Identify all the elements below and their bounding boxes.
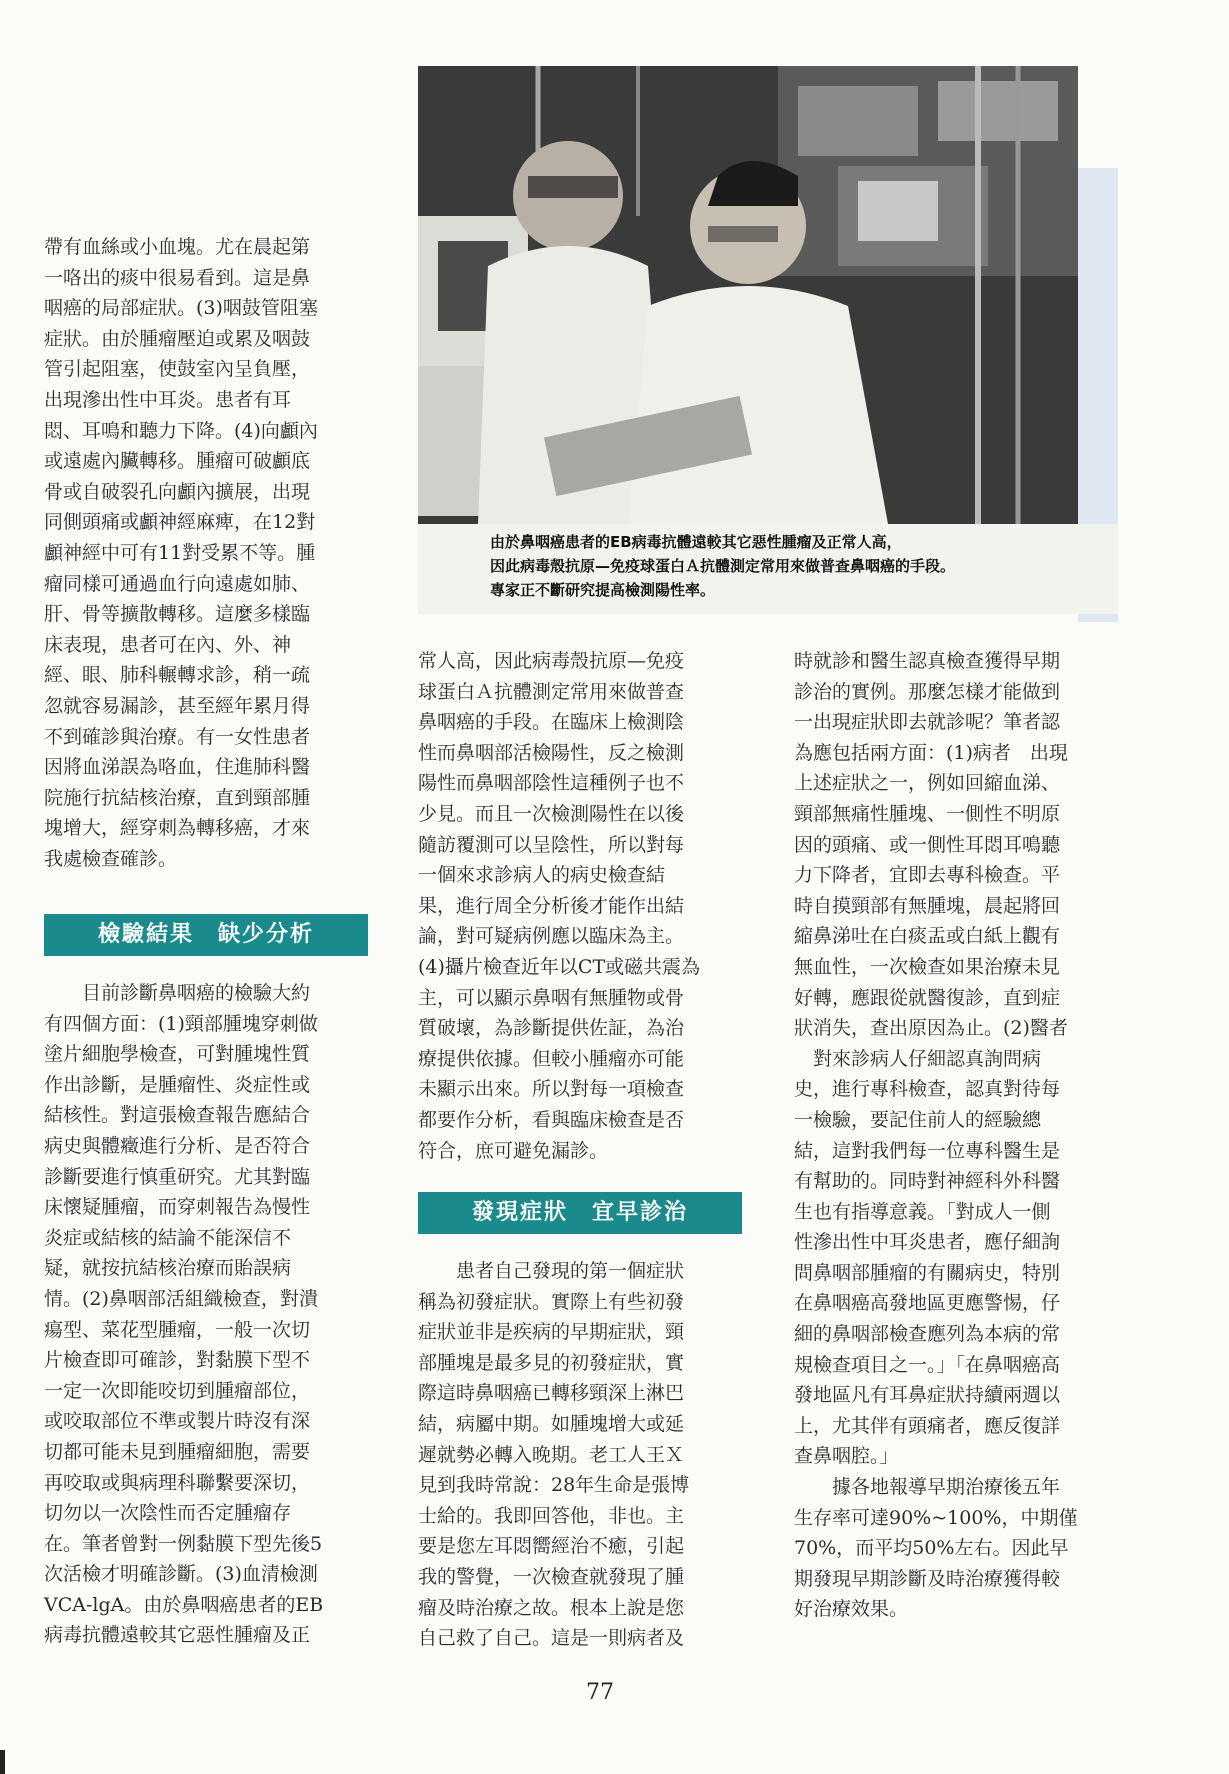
text-line: 少見。而且一次檢測陽性在以後 bbox=[418, 802, 685, 825]
text-line: 遲就勢必轉入晚期。老工人王Ｘ bbox=[418, 1443, 685, 1466]
text-line: 在鼻咽癌高發地區更應警惕，仔 bbox=[794, 1292, 1061, 1315]
text-line: 生也有指導意義。「對成人一側 bbox=[794, 1200, 1051, 1223]
text-line: 結，病屬中期。如腫塊增大或延 bbox=[418, 1412, 685, 1435]
text-line: 疑，就按抗結核治療而貽誤病 bbox=[44, 1257, 292, 1280]
text-line: 結核性。對這張檢查報告應結合 bbox=[44, 1104, 311, 1127]
caption-line: 由於鼻咽癌患者的EB病毒抗體遠較其它惡性腫瘤及正常人高， bbox=[490, 533, 902, 551]
lab-photo bbox=[418, 66, 1078, 524]
text-line: 稱為初發症狀。實際上有些初發 bbox=[418, 1290, 685, 1313]
text-line: 炎症或結核的結論不能深信不 bbox=[44, 1226, 292, 1249]
text-line: 見到我時常說：28年生命是張博 bbox=[418, 1474, 690, 1497]
text-line: 骨或自破裂孔向顱內擴展，出現 bbox=[44, 480, 311, 503]
text-line: 有幫助的。同時對神經科外科醫 bbox=[794, 1170, 1061, 1193]
text-line: 為應包括兩方面：(1)病者 出現 bbox=[794, 741, 1068, 764]
photo-caption bbox=[490, 530, 1110, 602]
text-line: 瘤及時治療之故。根本上說是您 bbox=[418, 1596, 685, 1619]
text-line: 球蛋白Ａ抗體測定常用來做普查 bbox=[418, 680, 685, 703]
text-line: 或遠處內臟轉移。腫瘤可破顱底 bbox=[44, 450, 311, 473]
text-line: 在。筆者曾對一例黏膜下型先後5 bbox=[44, 1532, 323, 1555]
text-line: 目前診斷鼻咽癌的檢驗大約 bbox=[44, 982, 311, 1004]
text-line: 上述症狀之一，例如回縮血涕、 bbox=[794, 772, 1061, 795]
text-line: 細的鼻咽部檢查應列為本病的常 bbox=[794, 1323, 1061, 1346]
text-line: 頸部無痛性腫塊、一側性不明原 bbox=[794, 802, 1061, 825]
crop-mark bbox=[0, 1750, 5, 1774]
text-line: 塗片細胞學檢查，可對腫塊性質 bbox=[44, 1043, 311, 1066]
text-line: 次活檢才明確診斷。(3)血清檢測 bbox=[44, 1563, 318, 1586]
text-line: 符合，庶可避免漏診。 bbox=[418, 1139, 609, 1162]
column2-top-text bbox=[418, 646, 744, 1166]
text-line: 因的頭痛、或一側性耳悶耳鳴聽 bbox=[794, 833, 1061, 856]
text-line: 床表現，患者可在內、外、神 bbox=[44, 633, 292, 656]
text-line: 片檢查即可確診，對黏膜下型不 bbox=[44, 1349, 311, 1372]
text-line: 未顯示出來。所以對每一項檢查 bbox=[418, 1078, 685, 1101]
text-line: 症狀並非是疾病的早期症狀，頸 bbox=[418, 1321, 685, 1344]
text-line: 咽癌的局部症狀。(3)咽鼓管阻塞 bbox=[44, 297, 318, 320]
text-line: 好轉，應跟從就醫復診，直到症 bbox=[794, 986, 1061, 1009]
text-line: 切都可能未見到腫瘤細胞，需要 bbox=[44, 1440, 311, 1463]
text-line: 同側頭痛或顱神經麻痺，在12對 bbox=[44, 511, 316, 534]
text-line: 好治療效果。 bbox=[794, 1598, 909, 1621]
text-line: 性而鼻咽部活檢陽性，反之檢測 bbox=[418, 741, 685, 764]
text-line: 上，尤其伴有頭痛者，應反復詳 bbox=[794, 1414, 1061, 1437]
text-line: 問鼻咽部腫瘤的有關病史，特別 bbox=[794, 1261, 1061, 1284]
text-line: 療提供依據。但較小腫瘤亦可能 bbox=[418, 1047, 685, 1070]
text-line: 一咯出的痰中很易看到。這是鼻 bbox=[44, 266, 311, 289]
text-line: 無血性，一次檢查如果治療未見 bbox=[794, 955, 1061, 978]
text-line: 鼻咽癌的手段。在臨床上檢測陰 bbox=[418, 711, 685, 734]
column1-bottom-text bbox=[44, 978, 370, 1651]
text-line: 質破壞，為診斷提供佐証，為治 bbox=[418, 1017, 685, 1040]
column2-bottom-text bbox=[418, 1256, 744, 1654]
text-line: 悶、耳鳴和聽力下降。(4)向顱內 bbox=[44, 419, 318, 442]
text-line: 經、眼、肺科輾轉求診，稍一疏 bbox=[44, 664, 311, 687]
text-line: 果，進行周全分析後才能作出結 bbox=[418, 894, 685, 917]
text-line: 都要作分析，看與臨床檢查是否 bbox=[418, 1108, 685, 1131]
text-line: VCA-lgA。由於鼻咽癌患者的EB bbox=[44, 1593, 324, 1616]
column3-text bbox=[794, 646, 1120, 1625]
text-line: 際這時鼻咽癌已轉移頸深上淋巴 bbox=[418, 1382, 685, 1405]
text-line: 塊增大，經穿刺為轉移癌，才來 bbox=[44, 817, 311, 840]
text-line: 查鼻咽腔。」 bbox=[794, 1445, 899, 1468]
text-line: 性滲出性中耳炎患者，應仔細詢 bbox=[794, 1231, 1061, 1254]
text-line: 隨訪覆測可以呈陰性，所以對每 bbox=[418, 833, 685, 856]
text-line: 陽性而鼻咽部陰性這種例子也不 bbox=[418, 772, 685, 795]
text-line: 部腫塊是最多見的初發症狀，實 bbox=[418, 1351, 685, 1374]
text-line: 帶有血絲或小血塊。尤在晨起第 bbox=[44, 236, 311, 258]
text-line: 一個來求診病人的病史檢查結 bbox=[418, 864, 666, 887]
text-line: 規檢查項目之一。」「在鼻咽癌高 bbox=[794, 1353, 1061, 1376]
text-line: 我處檢查確診。 bbox=[44, 847, 178, 870]
text-line: 顱神經中可有11對受累不等。腫 bbox=[44, 541, 316, 564]
caption-line: 因此病毒殼抗原—免疫球蛋白Ａ抗體測定常用來做普查鼻咽癌的手段。 bbox=[490, 557, 956, 575]
text-line: 作出診斷，是腫瘤性、炎症性或 bbox=[44, 1073, 311, 1096]
text-line: 力下降者，宜即去專科檢查。平 bbox=[794, 864, 1061, 887]
text-line: 院施行抗結核治療，直到頸部腫 bbox=[44, 786, 311, 809]
text-line: 症狀。由於腫瘤壓迫或累及咽鼓 bbox=[44, 327, 311, 350]
text-line: 診斷要進行慎重研究。尤其對臨 bbox=[44, 1165, 311, 1188]
text-line: 病史與體癥進行分析、是否符合 bbox=[44, 1134, 311, 1157]
text-line: 我的警覺，一次檢查就發現了腫 bbox=[418, 1565, 685, 1588]
text-line: 狀消失，查出原因為止。(2)醫者 bbox=[794, 1017, 1068, 1040]
text-line: 管引起阻塞，使鼓室內呈負壓， bbox=[44, 358, 311, 381]
text-line: 有四個方面：(1)頸部腫塊穿刺做 bbox=[44, 1012, 318, 1035]
text-line: 據各地報導早期治療後五年 bbox=[794, 1476, 1061, 1499]
text-line: 出現滲出性中耳炎。患者有耳 bbox=[44, 388, 292, 411]
lab-photo-illustration bbox=[418, 66, 1078, 524]
text-line: 期發現早期診斷及時治療獲得較 bbox=[794, 1567, 1061, 1590]
text-line: 因將血涕誤為咯血，住進肺科醫 bbox=[44, 756, 311, 779]
text-line: 生存率可達90%~100%，中期僅 bbox=[794, 1506, 1078, 1529]
text-line: 或咬取部位不準或製片時沒有深 bbox=[44, 1410, 311, 1433]
text-line: 常人高，因此病毒殼抗原—免疫 bbox=[418, 650, 685, 672]
text-line: 士給的。我即回答他，非也。主 bbox=[418, 1504, 685, 1527]
text-line: 論，對可疑病例應以臨床為主。 bbox=[418, 925, 685, 948]
column1-top-text bbox=[44, 232, 370, 874]
section-heading-early-diagnosis: 發現症狀 宜早診治 bbox=[418, 1192, 742, 1234]
text-line: 不到確診與治療。有一女性患者 bbox=[44, 725, 311, 748]
text-line: 再咬取或與病理科聯繫要深切， bbox=[44, 1471, 311, 1494]
text-line: 一檢驗，要記住前人的經驗總 bbox=[794, 1108, 1042, 1131]
section-heading-test-results: 檢驗結果 缺少分析 bbox=[44, 914, 368, 956]
text-line: 患者自己發現的第一個症狀 bbox=[418, 1260, 685, 1282]
text-line: 時就診和醫生認真檢查獲得早期 bbox=[794, 650, 1061, 672]
text-line: 一出現症狀即去就診呢？筆者認 bbox=[794, 711, 1061, 734]
text-line: 診治的實例。那麼怎樣才能做到 bbox=[794, 680, 1061, 703]
text-line: 主，可以顯示鼻咽有無腫物或骨 bbox=[418, 986, 685, 1009]
text-line: 自己救了自己。這是一則病者及 bbox=[418, 1627, 685, 1650]
text-line: 對來診病人仔細認真詢問病 bbox=[794, 1047, 1042, 1070]
text-line: 床懷疑腫瘤，而穿刺報告為慢性 bbox=[44, 1196, 311, 1219]
text-line: 情。(2)鼻咽部活組織檢查，對潰 bbox=[44, 1287, 318, 1310]
text-line: (4)攝片檢查近年以CT或磁共震為 bbox=[418, 955, 701, 978]
text-line: 70%，而平均50%左右。因此早 bbox=[794, 1537, 1069, 1560]
text-line: 瘍型、菜花型腫瘤，一般一次切 bbox=[44, 1318, 311, 1341]
text-line: 史，進行專科檢查，認真對待每 bbox=[794, 1078, 1061, 1101]
text-line: 縮鼻涕吐在白痰盂或白紙上觀有 bbox=[794, 925, 1061, 948]
text-line: 切勿以一次陰性而否定腫瘤存 bbox=[44, 1502, 292, 1525]
text-line: 時自摸頸部有無腫塊，晨起將回 bbox=[794, 894, 1061, 917]
page-number: 77 bbox=[586, 1680, 614, 1705]
text-line: 瘤同樣可通過血行向遠處如肺、 bbox=[44, 572, 311, 595]
text-line: 結，這對我們每一位專科醫生是 bbox=[794, 1139, 1061, 1162]
caption-line: 專家正不斷研究提高檢測陽性率。 bbox=[490, 581, 716, 599]
text-line: 病毒抗體遠較其它惡性腫瘤及正 bbox=[44, 1624, 311, 1647]
text-line: 肝、骨等擴散轉移。這麼多樣臨 bbox=[44, 603, 311, 626]
text-line: 忽就容易漏診，甚至經年累月得 bbox=[44, 694, 311, 717]
text-line: 發地區凡有耳鼻症狀持續兩週以 bbox=[794, 1384, 1061, 1407]
text-line: 一定一次即能咬切到腫瘤部位， bbox=[44, 1379, 311, 1402]
text-line: 要是您左耳悶嚮經治不癒，引起 bbox=[418, 1535, 685, 1558]
